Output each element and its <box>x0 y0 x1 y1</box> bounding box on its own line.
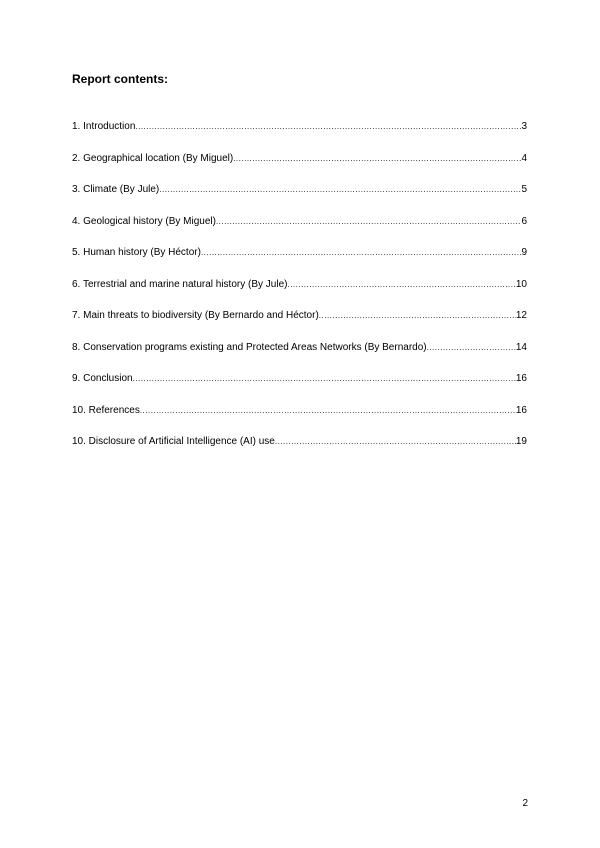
toc-entry-natural-history[interactable] <box>72 279 527 311</box>
toc-entry-title: 7. Main threats to biodiversity (By Bernardo and Héctor) <box>72 310 319 321</box>
toc-leader-dots <box>159 184 521 196</box>
toc-leader-dots <box>216 216 521 228</box>
toc-entry-title: 3. Climate (By Jule) <box>72 184 160 195</box>
toc-leader-dots <box>133 373 516 385</box>
toc-entry-page: 6 <box>521 215 527 227</box>
toc-entry-page: 14 <box>515 341 527 353</box>
toc-entry-references[interactable] <box>72 405 527 437</box>
toc-entry-threats-to-biodiversity[interactable] <box>72 310 527 342</box>
toc-entry-geological-history[interactable] <box>72 216 527 248</box>
toc-entry-page: 4 <box>521 152 527 164</box>
toc-entry-human-history[interactable] <box>72 247 527 279</box>
toc-leader-dots <box>287 279 515 291</box>
toc-entry-title: 10. References <box>72 404 140 416</box>
toc-entry-title: 10. Disclosure of Artificial Intelligence (AI) use <box>72 436 275 447</box>
toc-entry-page: 5 <box>521 184 527 195</box>
toc-entry-page: 16 <box>515 404 527 416</box>
toc-entry-ai-disclosure[interactable] <box>72 436 527 468</box>
toc-entry-introduction[interactable] <box>72 121 527 153</box>
page-number: 2 <box>522 798 528 809</box>
toc-entry-climate[interactable] <box>72 184 527 216</box>
toc-entry-title: 6. Terrestrial and marine natural history (By Jule) <box>72 278 288 290</box>
toc-entry-page: 10 <box>515 278 527 290</box>
toc-leader-dots <box>427 342 516 354</box>
toc-heading: Report contents: <box>72 72 168 86</box>
toc-entry-page: 12 <box>515 310 527 321</box>
toc-entry-title: 1. Introduction <box>72 121 136 132</box>
toc-entry-page: 19 <box>515 436 527 447</box>
table-of-contents <box>72 121 527 468</box>
toc-leader-dots <box>201 247 522 259</box>
toc-entry-title: 5. Human history (By Héctor) <box>72 247 201 258</box>
toc-entry-title: 9. Conclusion <box>72 373 133 384</box>
toc-leader-dots <box>135 121 521 133</box>
toc-entry-page: 16 <box>515 373 527 384</box>
toc-leader-dots <box>275 436 516 448</box>
toc-leader-dots <box>140 405 516 417</box>
toc-entry-title: 2. Geographical location (By Miguel) <box>72 152 234 164</box>
toc-entry-title: 4. Geological history (By Miguel) <box>72 215 216 227</box>
toc-leader-dots <box>319 310 516 322</box>
toc-entry-page: 9 <box>521 247 527 258</box>
toc-entry-title: 8. Conservation programs existing and Protected Areas Networks (By Bernardo) <box>72 341 427 353</box>
toc-entry-page: 3 <box>521 121 527 132</box>
toc-entry-conservation-programs[interactable] <box>72 342 527 374</box>
toc-entry-geographical-location[interactable] <box>72 153 527 185</box>
toc-leader-dots <box>233 153 521 165</box>
toc-entry-conclusion[interactable] <box>72 373 527 405</box>
